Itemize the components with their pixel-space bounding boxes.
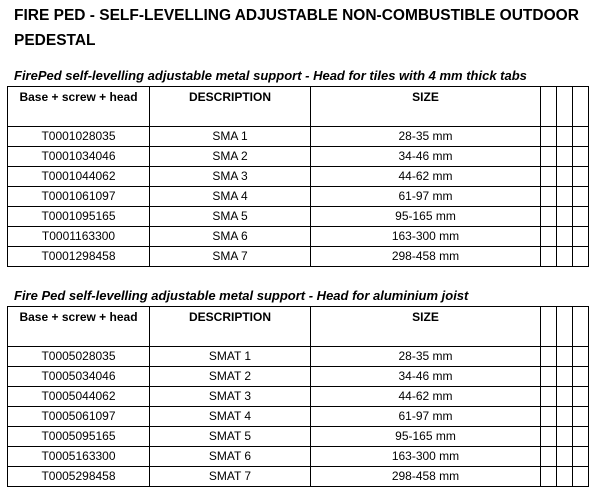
empty-cell xyxy=(557,307,573,347)
empty-cell xyxy=(541,187,557,207)
empty-cell xyxy=(557,387,573,407)
empty-cell xyxy=(573,407,589,427)
empty-cell xyxy=(557,247,573,267)
table-row xyxy=(8,347,589,367)
section-title: Fire Ped self-levelling adjustable metal support - Head for aluminium joist xyxy=(14,288,469,303)
table-row xyxy=(8,207,589,227)
empty-cell xyxy=(557,447,573,467)
table-row xyxy=(8,227,589,247)
empty-cell xyxy=(573,307,589,347)
empty-cell xyxy=(541,147,557,167)
empty-cell xyxy=(557,187,573,207)
cell-code: T0001044062 xyxy=(8,167,150,187)
table-header-row xyxy=(8,307,589,347)
cell-description: SMA 3 xyxy=(150,167,311,187)
cell-code: T0001034046 xyxy=(8,147,150,167)
cell-code: T0001028035 xyxy=(8,127,150,147)
table-row xyxy=(8,127,589,147)
empty-cell xyxy=(573,447,589,467)
page-title: FIRE PED - SELF-LEVELLING ADJUSTABLE NON-COMBUSTIBLE OUTDOOR PEDESTAL xyxy=(14,7,579,49)
header-description: DESCRIPTION xyxy=(150,307,311,347)
cell-description: SMA 1 xyxy=(150,127,311,147)
empty-cell xyxy=(557,407,573,427)
empty-cell xyxy=(541,127,557,147)
table-row xyxy=(8,387,589,407)
cell-size: 28-35 mm xyxy=(311,127,541,147)
empty-cell xyxy=(557,467,573,487)
section-title: FirePed self-levelling adjustable metal support - Head for tiles with 4 mm thick tabs xyxy=(14,68,527,83)
empty-cell xyxy=(573,467,589,487)
cell-size: 44-62 mm xyxy=(311,387,541,407)
empty-cell xyxy=(541,467,557,487)
empty-cell xyxy=(573,227,589,247)
empty-cell xyxy=(557,347,573,367)
empty-cell xyxy=(557,427,573,447)
empty-cell xyxy=(541,427,557,447)
cell-code: T0001163300 xyxy=(8,227,150,247)
cell-size: 61-97 mm xyxy=(311,407,541,427)
empty-cell xyxy=(573,147,589,167)
table-header-row xyxy=(8,87,589,127)
header-code: Base + screw + head xyxy=(8,87,150,127)
empty-cell xyxy=(541,247,557,267)
empty-cell xyxy=(573,167,589,187)
empty-cell xyxy=(541,227,557,247)
cell-code: T0005298458 xyxy=(8,467,150,487)
table-row xyxy=(8,167,589,187)
cell-description: SMAT 7 xyxy=(150,467,311,487)
empty-cell xyxy=(573,127,589,147)
empty-cell xyxy=(541,407,557,427)
empty-cell xyxy=(557,87,573,127)
cell-code: T0005095165 xyxy=(8,427,150,447)
empty-cell xyxy=(573,187,589,207)
empty-cell xyxy=(557,207,573,227)
table-row xyxy=(8,447,589,467)
empty-cell xyxy=(573,247,589,267)
header-size: SIZE xyxy=(311,307,541,347)
empty-cell xyxy=(573,427,589,447)
empty-cell xyxy=(541,387,557,407)
empty-cell xyxy=(541,447,557,467)
cell-code: T0005034046 xyxy=(8,367,150,387)
empty-cell xyxy=(573,347,589,367)
empty-cell xyxy=(573,87,589,127)
cell-description: SMA 4 xyxy=(150,187,311,207)
cell-size: 28-35 mm xyxy=(311,347,541,367)
empty-cell xyxy=(557,127,573,147)
cell-size: 34-46 mm xyxy=(311,367,541,387)
cell-description: SMA 7 xyxy=(150,247,311,267)
cell-size: 95-165 mm xyxy=(311,427,541,447)
cell-code: T0005061097 xyxy=(8,407,150,427)
empty-cell xyxy=(541,307,557,347)
product-table xyxy=(7,86,589,267)
table-row xyxy=(8,367,589,387)
empty-cell xyxy=(557,167,573,187)
cell-size: 163-300 mm xyxy=(311,227,541,247)
cell-description: SMA 2 xyxy=(150,147,311,167)
empty-cell xyxy=(573,387,589,407)
cell-size: 298-458 mm xyxy=(311,247,541,267)
cell-size: 163-300 mm xyxy=(311,447,541,467)
cell-description: SMA 6 xyxy=(150,227,311,247)
cell-code: T0001061097 xyxy=(8,187,150,207)
product-table xyxy=(7,306,589,487)
cell-size: 44-62 mm xyxy=(311,167,541,187)
cell-size: 298-458 mm xyxy=(311,467,541,487)
empty-cell xyxy=(573,367,589,387)
empty-cell xyxy=(541,347,557,367)
empty-cell xyxy=(541,167,557,187)
empty-cell xyxy=(541,207,557,227)
cell-code: T0005163300 xyxy=(8,447,150,467)
cell-description: SMAT 1 xyxy=(150,347,311,367)
table-row xyxy=(8,147,589,167)
table-row xyxy=(8,187,589,207)
empty-cell xyxy=(573,207,589,227)
cell-code: T0001298458 xyxy=(8,247,150,267)
table-row xyxy=(8,247,589,267)
header-size: SIZE xyxy=(311,87,541,127)
empty-cell xyxy=(557,147,573,167)
header-description: DESCRIPTION xyxy=(150,87,311,127)
cell-code: T0001095165 xyxy=(8,207,150,227)
cell-description: SMAT 2 xyxy=(150,367,311,387)
cell-description: SMAT 3 xyxy=(150,387,311,407)
header-code: Base + screw + head xyxy=(8,307,150,347)
cell-size: 61-97 mm xyxy=(311,187,541,207)
table-row xyxy=(8,407,589,427)
empty-cell xyxy=(557,227,573,247)
empty-cell xyxy=(541,87,557,127)
cell-code: T0005044062 xyxy=(8,387,150,407)
cell-size: 34-46 mm xyxy=(311,147,541,167)
cell-code: T0005028035 xyxy=(8,347,150,367)
empty-cell xyxy=(557,367,573,387)
cell-description: SMAT 4 xyxy=(150,407,311,427)
empty-cell xyxy=(541,367,557,387)
table-row xyxy=(8,467,589,487)
cell-size: 95-165 mm xyxy=(311,207,541,227)
table-row xyxy=(8,427,589,447)
cell-description: SMA 5 xyxy=(150,207,311,227)
cell-description: SMAT 6 xyxy=(150,447,311,467)
cell-description: SMAT 5 xyxy=(150,427,311,447)
